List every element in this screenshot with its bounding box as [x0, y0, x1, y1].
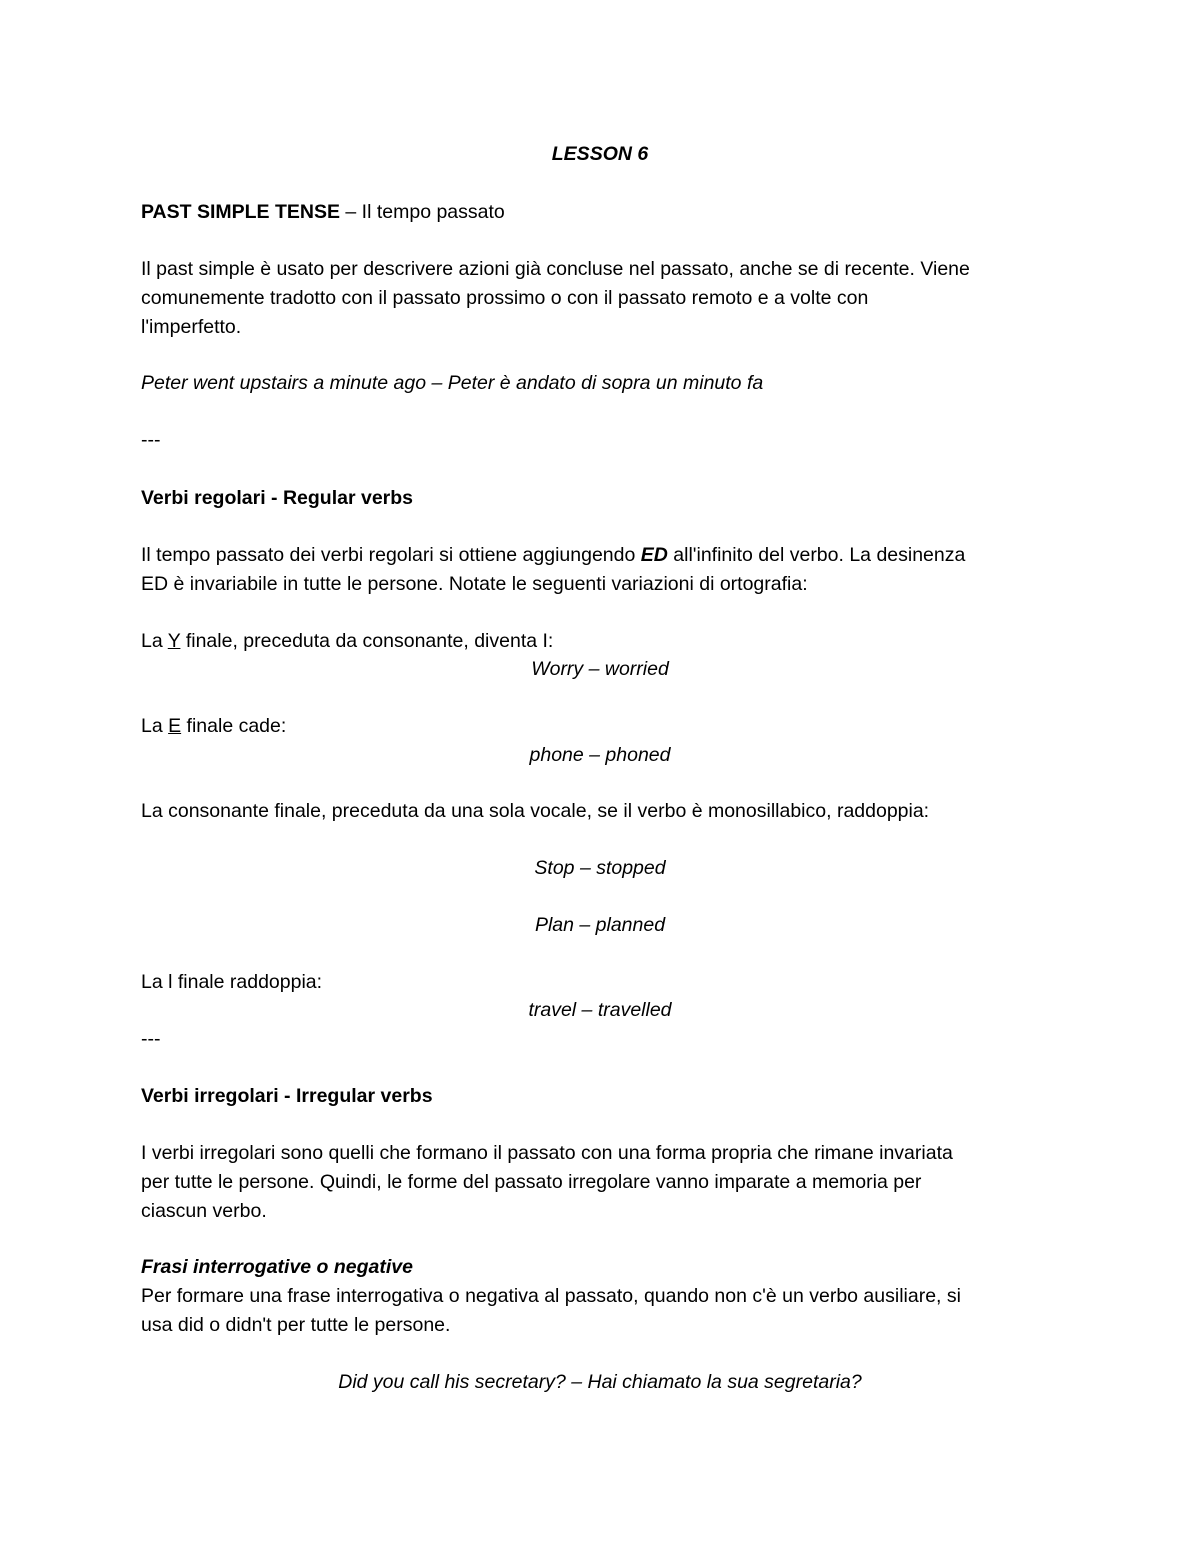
regular-paragraph-line [141, 541, 1061, 570]
rule-y-text: finale, preceduta da consonante, diventa I: [180, 630, 554, 652]
irregular-paragraph-line: per tutte le persone. Quindi, le forme del passato irregolare vanno imparate a memoria per [141, 1171, 922, 1193]
regular-paragraph-line: ED è invariabile in tutte le persone. Notate le seguenti variazioni di ortografia: [141, 573, 808, 595]
interrogative-paragraph-line: Per formare una frase interrogativa o negativa al passato, quando non c'è un verbo ausiliare, si [141, 1285, 961, 1307]
interrogative-paragraph-line: usa did o didn't per tutte le persone. [141, 1314, 451, 1336]
past-simple-heading [141, 198, 1061, 227]
regular-verbs-heading: Verbi regolari - Regular verbs [141, 487, 414, 509]
regular-paragraph-text: all'infinito del verbo. La desinenza [667, 544, 966, 566]
past-simple-heading-rest: – Il tempo passato [340, 201, 505, 223]
example-stop: Stop – stopped [534, 857, 666, 879]
rule-consonant: La consonante finale, preceduta da una sola vocale, se il verbo è monosillabico, raddoppia: [141, 800, 930, 822]
ed-ending: ED [640, 544, 668, 566]
regular-paragraph-text: Il tempo passato dei verbi regolari si ottiene aggiungendo [141, 544, 641, 566]
past-simple-heading-bold: PAST SIMPLE TENSE [141, 201, 340, 223]
example-worry: Worry – worried [531, 658, 669, 680]
rule-e-text: finale cade: [181, 715, 287, 737]
irregular-paragraph-line: I verbi irregolari sono quelli che formano il passato con una forma propria che rimane invariata [141, 1142, 953, 1164]
rule-e-letter: E [168, 715, 182, 737]
rule-y [141, 627, 1061, 656]
intro-example: Peter went upstairs a minute ago – Peter è andato di sopra un minuto fa [141, 372, 764, 394]
example-plan: Plan – planned [534, 914, 666, 936]
intro-paragraph-line: comunemente tradotto con il passato prossimo o con il passato remoto e a volte con [141, 287, 869, 309]
example-phone: phone – phoned [529, 744, 671, 766]
irregular-verbs-heading: Verbi irregolari - Irregular verbs [141, 1085, 433, 1107]
rule-e [141, 712, 1061, 741]
interrogative-subheading: Frasi interrogative o negative [141, 1256, 414, 1278]
rule-e-text: La [141, 715, 169, 737]
example-travel: travel – travelled [528, 999, 672, 1021]
interrogative-example: Did you call his secretary? – Hai chiamato la sua segretaria? [338, 1371, 862, 1393]
intro-paragraph-line: l'imperfetto. [141, 316, 242, 338]
lesson-title: LESSON 6 [551, 143, 649, 165]
separator: --- [141, 1028, 161, 1050]
separator: --- [141, 429, 161, 451]
irregular-paragraph-line: ciascun verbo. [141, 1200, 267, 1222]
rule-y-letter: Y [167, 630, 181, 652]
rule-l: La l finale raddoppia: [141, 971, 323, 993]
rule-y-text: La [141, 630, 168, 652]
intro-paragraph-line: Il past simple è usato per descrivere azioni già concluse nel passato, anche se di recente. Viene [141, 258, 970, 280]
